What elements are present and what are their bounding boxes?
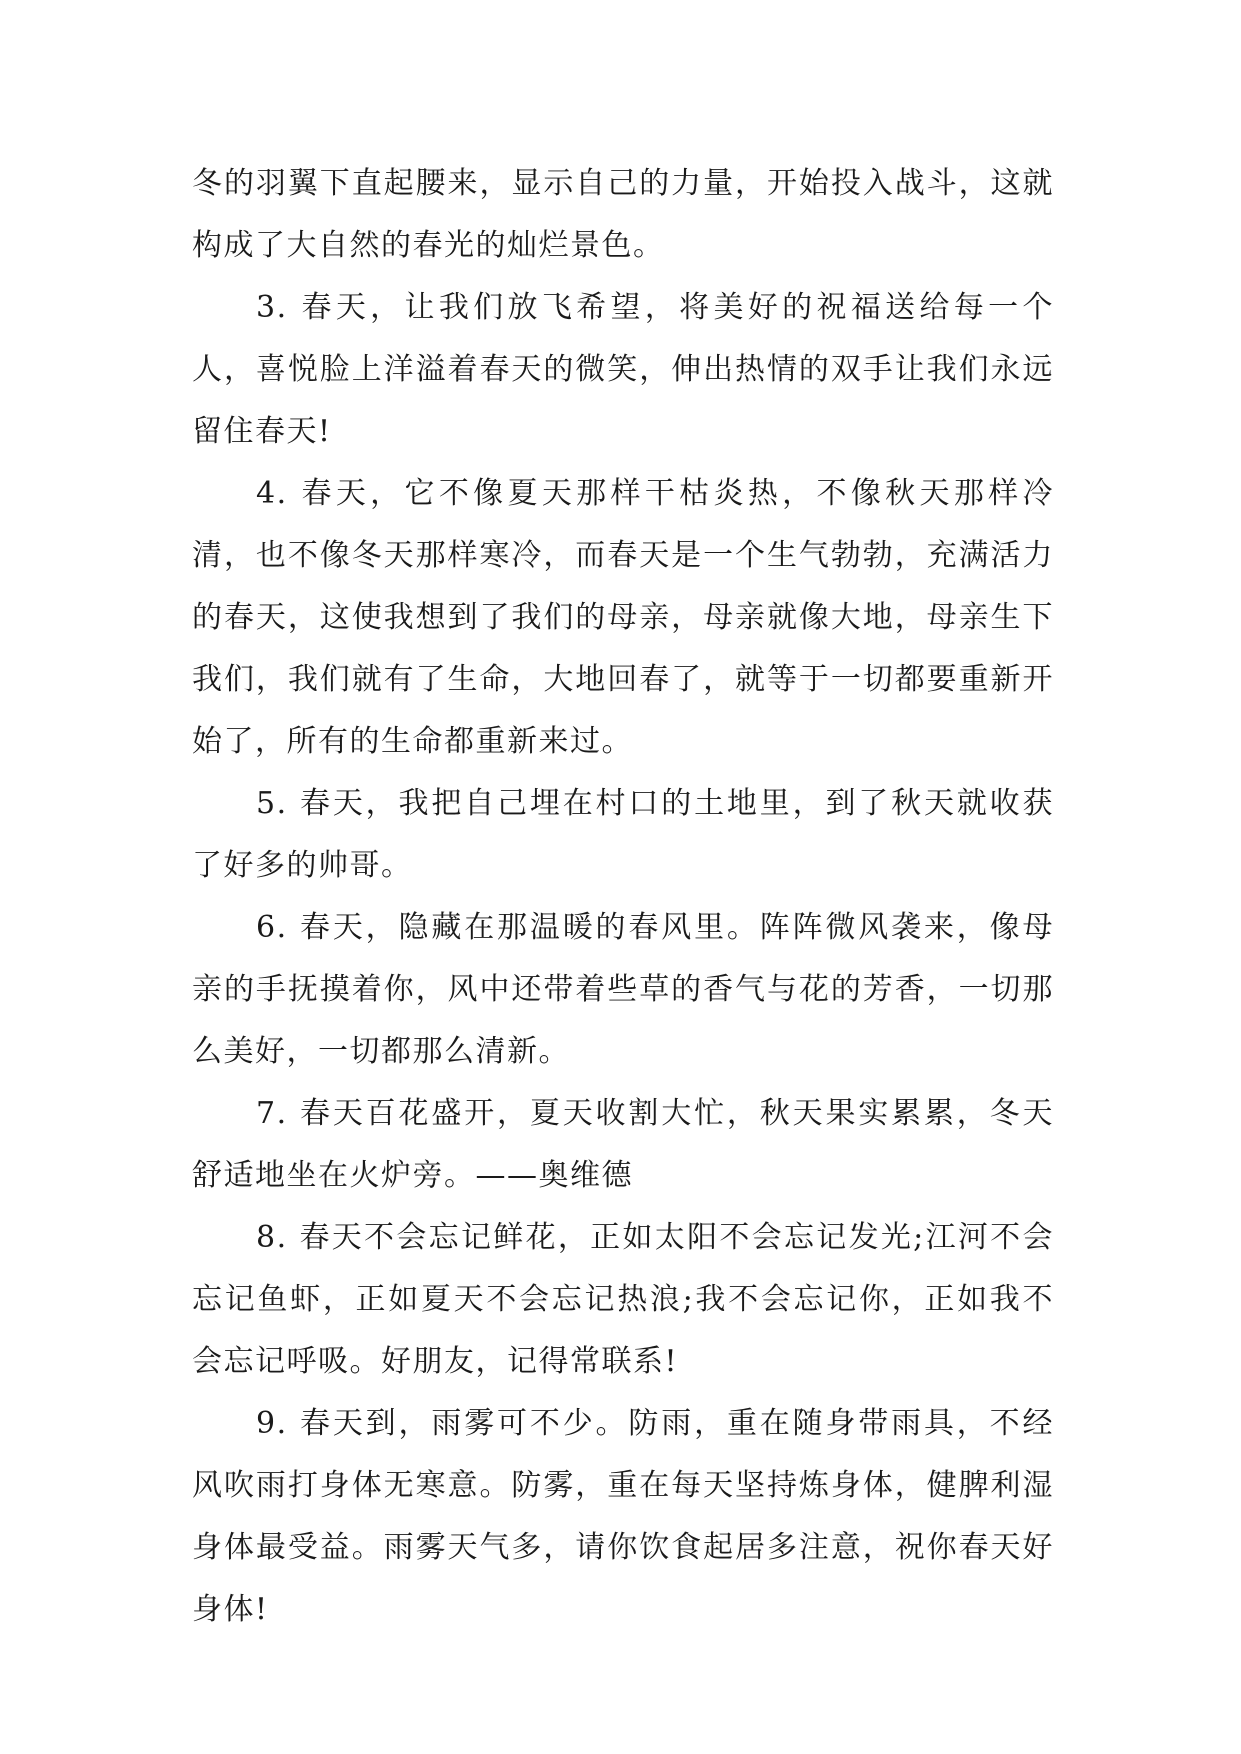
paragraph-6: 6. 春天，隐藏在那温暖的春风里。阵阵微风袭来，像母亲的手抚摸着你，风中还带着些草的香气与花的芳香，一切那么美好，一切都那么清新。 xyxy=(192,910,1054,1069)
document-body xyxy=(192,153,1054,1641)
paragraph-9: 9. 春天到，雨雾可不少。防雨，重在随身带雨具，不经风吹雨打身体无寒意。防雾，重在每天坚持炼身体，健脾利湿身体最受益。雨雾天气多，请你饮食起居多注意，祝你春天好身体! xyxy=(192,1406,1054,1627)
paragraph-continuation: 冬的羽翼下直起腰来，显示自己的力量，开始投入战斗，这就构成了大自然的春光的灿烂景色。 xyxy=(192,166,1054,263)
paragraph-8: 8. 春天不会忘记鲜花，正如太阳不会忘记发光;江河不会忘记鱼虾，正如夏天不会忘记热浪;我不会忘记你，正如我不会忘记呼吸。好朋友，记得常联系! xyxy=(192,1220,1054,1379)
paragraph-7: 7. 春天百花盛开，夏天收割大忙，秋天果实累累，冬天舒适地坐在火炉旁。——奥维德 xyxy=(192,1096,1054,1193)
paragraph-3: 3. 春天，让我们放飞希望，将美好的祝福送给每一个人，喜悦脸上洋溢着春天的微笑，伸出热情的双手让我们永远留住春天! xyxy=(192,290,1054,449)
paragraph-4: 4. 春天，它不像夏天那样干枯炎热，不像秋天那样冷清，也不像冬天那样寒冷，而春天是一个生气勃勃，充满活力的春天，这使我想到了我们的母亲，母亲就像大地，母亲生下我们，我们就有了生命，大地回春了，就等于一切都要重新开始了，所有的生命都重新来过。 xyxy=(192,476,1054,759)
paragraph-5: 5. 春天，我把自己埋在村口的土地里，到了秋天就收获了好多的帅哥。 xyxy=(192,786,1054,883)
